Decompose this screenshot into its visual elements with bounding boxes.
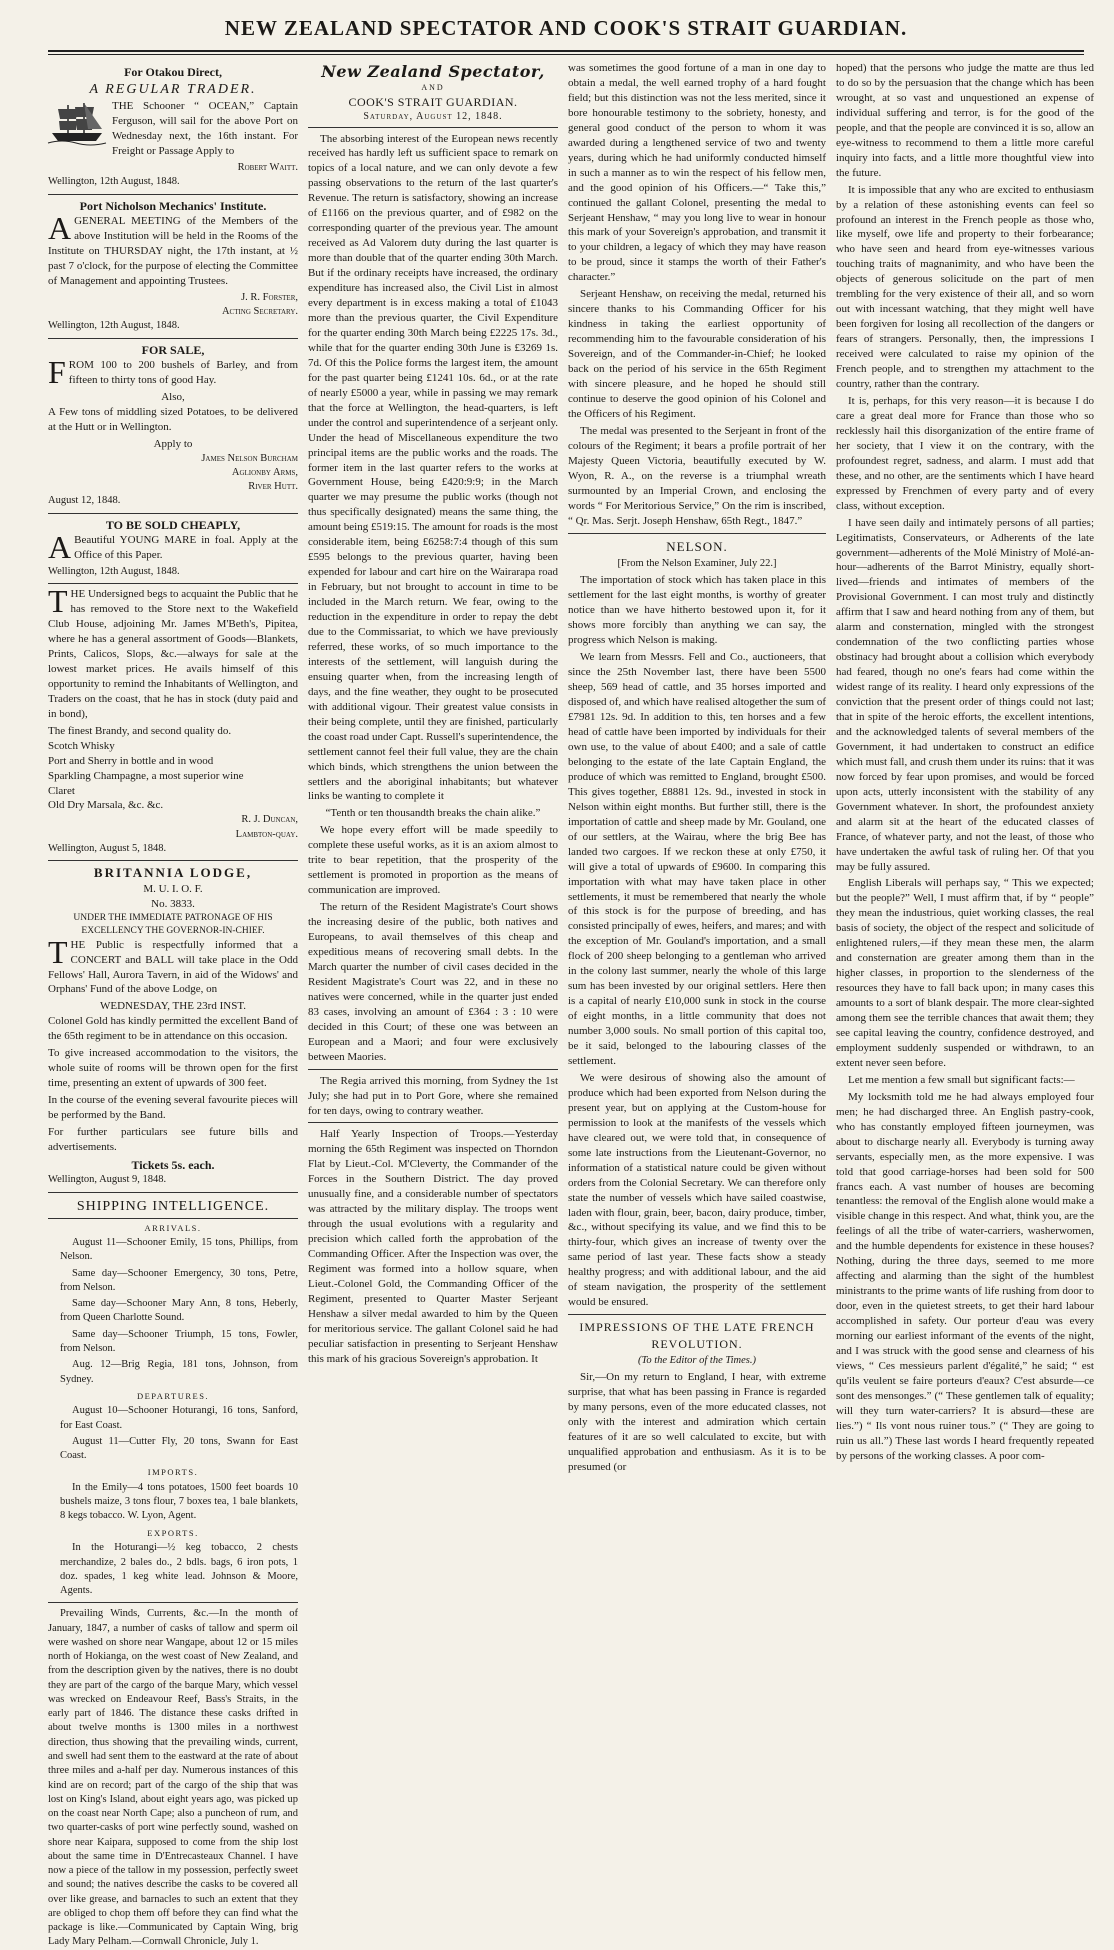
- paper-subtitle: COOK'S STRAIT GUARDIAN.: [348, 94, 518, 109]
- ad-text-5: For further particulars see future bills and advertisements.: [48, 1126, 298, 1154]
- ad-text: FROM 100 to 200 bushels of Barley, and from fifteen to thirty tons of good Hay.: [48, 353, 298, 390]
- ad-item: Claret: [48, 784, 75, 797]
- ad-item: Scotch Whisky: [48, 739, 115, 752]
- exports-entry: In the Hoturangi—½ keg tobacco, 2 chests merchandize, 2 bales do., 2 bdls. bags, 6 iron pots, 1 doz. spades, 1 keg white lead. Johnson & Moore, Agents.: [60, 1542, 298, 1597]
- ad-text-2: A Few tons of middling sized Potatoes, to be delivered at the Hutt or in Wellington.: [48, 405, 298, 433]
- exports-heading: EXPORTS.: [147, 1527, 199, 1538]
- editorial-paragraph: We hope every effort will be made speedily to complete these useful works, as it is an axiom almost to trite to bear repetition, that the prosperity of the settlement is promoted in proportion as the means of communication are improved.: [308, 824, 558, 897]
- ad-date: August 12, 1848.: [48, 495, 121, 507]
- arrival-entry: Same day—Schooner Emergency, 30 tons, Petre, from Nelson.: [60, 1267, 298, 1293]
- masthead: NEW ZEALAND SPECTATOR AND COOK'S STRAIT GUARDIAN.: [224, 16, 908, 40]
- masthead-rule-thin: [48, 54, 1084, 55]
- ad-title: Port Nicholson Mechanics' Institute.: [79, 198, 267, 213]
- ad-date: Wellington, 12th August, 1848.: [48, 176, 180, 188]
- column-1: [48, 61, 298, 1948]
- nelson-paragraph: The importation of stock which has taken place in this settlement for the last eight months, is worthy of greater notice than we have hitherto bestowed upon it, for it shows more forcibly than anything we can say, the progress which Nelson is making.: [568, 574, 826, 647]
- ad-mare: [48, 514, 298, 584]
- ad-duncan: [48, 584, 298, 861]
- shipping-intelligence: [48, 1193, 298, 1950]
- ad-event-day: WEDNESDAY, THE 23rd INST.: [100, 1000, 246, 1013]
- departure-entry: August 10—Schooner Hoturangi, 16 tons, Sanford, for East Coast.: [60, 1405, 298, 1431]
- article-paragraph: The medal was presented to the Serjeant in front of the colours of the Regiment; it bears a profile portrait of her Majesty Queen Victoria, beautifully executed by W. Wyon, R. A., on the reverse is a triumphal wreath surmounted by an Imperial Crown, and enclosing the words “ For Meritorious Service,” On the rim is inscribed, “ Qr. Mas. Serjt. Joseph Henshaw, 65th Regt., 1847.”: [568, 424, 826, 527]
- arrival-entry: Same day—Schooner Triumph, 15 tons, Fowler, from Nelson.: [60, 1328, 298, 1354]
- article-paragraph: Serjeant Henshaw, on receiving the medal, returned his sincere thanks to his Commanding Officer for his kindness in taking the earliest opportunity of recommending him to the favourable consideration of his Sovereign, and of the Commander-in-Chief; he looked back on the period of his service in the 65th Regiment with sincere pleasure, and he hoped he should still continue to deserve the good opinion of his Colonel and the Officers of his Regiment.: [568, 288, 826, 420]
- ad-date: Wellington, August 9, 1848.: [48, 1174, 167, 1186]
- column-3: [568, 61, 826, 1701]
- article-paragraph: English Liberals will perhaps say, “ This we expected; but the people?” Well, I must affirm that, if by “ people” they mean the industrious, quiet working classes, the real basis of society, the object of the respect and solicitude of enlightened rulers,—if they mean these men, the alarm and consternation are greater among them than in the higher classes, in proportion to the slenderness of the resources they have to fall back upon; in many cases this amounts to a sort of blank despair. The more clear-sighted among them see the terrible chances that await them; they see capital leaving the country, confidence destroyed, and employment suddenly suspended or withdrawn, to an extent never seen before.: [836, 877, 1094, 1069]
- sailing-ship-icon: [48, 99, 106, 145]
- french-revolution-heading: IMPRESSIONS OF THE LATE FRENCH REVOLUTION.: [579, 1320, 815, 1351]
- nelson-paragraph: We learn from Messrs. Fell and Co., auctioneers, that since the 25th November last, there have been 5500 sheep, 569 head of cattle, and 35 horses imported and disposed of, and which have realised altogether the sum of £7981 12s. 9d. In addition to this, ten horses and a few head of cattle have been imported by individuals for their own use, to the value of about £400; and a sale of cattle belonging to the estate of the late Captain England, the produce of which was remitted to England, brought £500. This gives together, £8881 12s. 9d., invested in stock in Nelson within eight months. But further still, there is the importation of cattle and sheep made by Mr. Gouland, one of our settlers, at the Wairau, where the brig Bee has landed two cargoes. If we reckon these at only £750, it will give a total of upwards of £9600. In comparing this importation with what may have taken place in other settlements, it must be remembered that nearly the whole of this stock is for the purpose of breeding, and has consisted principally of ewes, heifers, and mares; and with the exception of Mr. Gouland's importation, and a small flock of 200 sheep belonging to a gentleman who arrived in the colony last summer, nearly the whole of this large sum has been invested by our original settlers. Here then is a capital of nearly £10,000 sunk in stock in the course of eight months, in a little community that does not number 3,000 souls. No small portion of this capital too, be it said, belonged to the labouring classes of the settlement.: [568, 651, 826, 1067]
- imports-heading: IMPORTS.: [147, 1467, 199, 1478]
- imports-entry: In the Emily—4 tons potatoes, 1500 feet boards 10 bushels maize, 3 tons flour, 7 boxes tea, 1 bale blankets, 8 kegs tobacco. W. Lyon, Agent.: [60, 1481, 298, 1522]
- nelson-paragraph: We were desirous of showing also the amount of produce which had been exported from Nelson during the present year, but on applying at the Custom-house for permission to look at the manifests of the vessels which have cleared out, we were told that, in consequence of some late instructions from the Lieutenant-Governor, no information of a statistical nature could be given without orders from the Colonial Secretary. We can therefore only state the number of vessels which have sailed coastwise, laden with flour, grain, beer, bacon, dairy produce, timber, &c., without specifying its value, and we find this to be thirty-four, which gives an increase of twenty over the same period of last year. These facts show a steady healthy progress; and with additional labour, and the aid of steam navigation, the prosperity of the settlement would be ensured.: [568, 1071, 826, 1309]
- ad-text-3: To give increased accommodation to the visitors, the whole suite of rooms will be thrown open for the first time, presenting an extent of upwards of 300 feet.: [48, 1047, 298, 1090]
- arrival-entry: Aug. 12—Brig Regia, 181 tons, Johnson, from Sydney.: [60, 1359, 298, 1385]
- ad-subtitle: A REGULAR TRADER.: [89, 82, 257, 98]
- dateline: Saturday, August 12, 1848.: [308, 110, 558, 128]
- article-paragraph: Let me mention a few small but significant facts:—: [848, 1073, 1075, 1086]
- ad-text: ABeautiful YOUNG MARE in foal. Apply at the Office of this Paper.: [48, 528, 298, 565]
- ad-also: Also,: [161, 390, 185, 403]
- editorial-paragraph: The absorbing interest of the European news recently received has hardly left us sufficient space to remark on topics of a local nature, and we can only devote a few passing observations to the return of the last quarter's Revenue. The return is satisfactory, showing an increase of £1166 on the previous quarter, and of £982 on the corresponding quarter of the previous year. The amount received as Ad Valorem duty during the last quarter is more than double that of the quarter ending 30th March. But if the ordinary receipts have increased, the ordinary expenditure has increased also, the Civil List in almost every department is in excess making a total of £1043 more than the previous quarter, the Civil Expenditure for the quarter ending 30th March being £2225 17s. 3d., while that for the quarter ending 30th June is £3269 1s. 7d. Of this the Police forms the largest item, the amount for the past quarter being £1241 10s. 6d., or at the rate of nearly £5000 a year, while in passing we may remark that the force at Wellington, the head-quarters, is left under the control and superintendence of a serjeant only. Under the head of Miscellaneous expenditure the two principal items are the public works and the roads. The former item in the last quarter refers to the works at Government House, being £420:9:9; in the March quarter we may presume the public works (though not thus specifically designated) means the same thing, the amount being £519:15. The amount for roads is the most considerable item, being £6258:7:4 though of this sum £595 belongs to the previous quarter, having been expended for labour and cart hire on the Wairarapa road in February, but not brought to account in time to be included in the March return. We fear, owing to the reduction in the expenditure in order to repay the debt due to the Commissariat, to which we have previously referred, these works, of so much importance to the interests of the settlement, will languish during the ensuing quarter when, from the increasing length of days, and the fine weather, they ought to be prosecuted with additional vigour. Their greatest value consists in their being complete, until they are finished, particularly the coast road under Capt. Russell's superintendence, the settlement cannot feel their full value, they are the chain which binds, which strengthens the union between the settlers and the aboriginal inhabitants; but whatever links be wanting to complete it: [308, 132, 558, 803]
- ad-patronage: UNDER THE IMMEDIATE PATRONAGE OF HIS EXCELLENCY THE GOVERNOR-IN-CHIEF.: [73, 912, 273, 936]
- ad-otakou: [48, 61, 298, 195]
- news-paragraph: The Regia arrived this morning, from Sydney the 1st July; she had put in to Port Gore, where she remained for ten days, owing to contrary weather.: [308, 1074, 558, 1117]
- ad-signature-place-2: River Hutt.: [248, 481, 298, 493]
- ad-for-sale: [48, 339, 298, 514]
- departure-entry: August 11—Cutter Fly, 20 tons, Swann for East Coast.: [60, 1435, 298, 1462]
- ad-title: BRITANNIA LODGE,: [93, 865, 253, 881]
- nelson-source: [From the Nelson Examiner, July 22.]: [617, 558, 777, 570]
- ad-lodge-number: No. 3833.: [151, 897, 195, 910]
- ad-text: THE Undersigned begs to acquaint the Public that he has removed to the Store next to the Wakefield Club House, adjoining Mr. James M'Beth's, Pipitea, where he has a general assortment of Goods—Blankets, Prints, Calicos, Slops, &c.—always for sale at the lowest market prices. He avails himself of this opportunity to remind the Inhabitants of Wellington, and Traders on the coast, that he has in stock (duty paid and in bond),: [48, 583, 298, 720]
- article-paragraph: hoped) that the persons who judge the matte are thus led to do so by the persuasion that the change which has been wrought, at so vast and unquestioned an expense of individual suffering and terror, is for the good of the people, and that the people are convinced it is so, allow an eye-witness to recommend to them a little more careful inquiry into facts, and a little more thoughtful view into the future.: [836, 62, 1094, 179]
- masthead-rule: [48, 50, 1084, 52]
- section-heading: SHIPPING INTELLIGENCE.: [48, 1193, 298, 1219]
- ad-signature-place: Aglionby Arms,: [231, 466, 298, 478]
- ad-text-4: In the course of the evening several favourite pieces will be performed by the Band.: [48, 1094, 298, 1122]
- ad-signature: R. J. Duncan,: [241, 814, 298, 826]
- ad-item: Old Dry Marsala, &c. &c.: [48, 799, 164, 812]
- french-revolution-paragraph: Sir,—On my return to England, I hear, with extreme surprise, that what has been passing in France is regarded by many persons, even of the more educated classes, not only with the interest and admiration which certain features of it are so well calculated to excite, but with unqualified approbation and enthusiasm. As it is to be presumed (or: [568, 1371, 826, 1473]
- article-paragraph: It is impossible that any who are excited to enthusiasm by a relation of these astonishing events can feel so profound an interest in the French people as those who, like myself, owe life and property to their forbearance; who have seen and heard from eye-witnesses various touching traits of magnanimity, and who have been the objects of generous solicitude on the part of men trembling for the very existence of their all, and so worn out with incessant watching, that they might well have been forgiven for losing all recollection of the dangers or fears of strangers. Personally, then, the impressions I received were calculated to raise my opinion of the French people, and to strengthen my attachment to the country, rather than the contrary.: [836, 183, 1094, 391]
- ad-tickets: Tickets 5s. each.: [131, 1157, 215, 1172]
- ad-title: FOR SALE,: [141, 342, 205, 357]
- paper-title: New Zealand Spectator,: [321, 62, 545, 81]
- ad-text: THE Public is respectfully informed that a CONCERT and BALL will take place in the Odd Fellows' Hall, Aurora Tavern, in aid of the Widows' and Orphans' Fund of the above Lodge, on: [48, 933, 298, 996]
- prevailing-winds-article: Prevailing Winds, Currents, &c.—In the month of January, 1847, a number of casks of tallow and sperm oil were washed on shore near Wangape, about 12 or 15 miles north of Hokianga, on the west coast of New Zealand, and from the description given by the natives, there is no doubt they are part of the cargo of the barque Mary, which vessel was wrecked on Endeavour Reef, Bass's Straits, in the early part of 1846. The distance these casks drifted in about twelve months is 1300 miles in a northwest direction, thus showing that the prevailing winds, current, and swell had sent them to the eastward at the rate of about three miles and a-half per day. Numerous instances of this kind are on record; part of the cargo of the ship that was lost on King's Island, about eight years ago, was picked up on the coast near North Cape; also a puncheon of rum, and two quarter-casks of port wine perfectly sound, washed on shore near Kaipara, supposed to come from the ship lost about the same time in D'Entrecasteaux Channel. I have now a piece of the tallow in my possession, perfectly sweet and sound; the natives describe the casks to be covered all over like grease, and barnacles to such an extent that they are obliged to chop them off before they can find what the package is like.—Communicated by Captain Wing, brig Lady Mary Pelham.—Cornwall Chronicle, July 1.: [48, 1608, 298, 1948]
- ad-date: Wellington, 12th August, 1848.: [48, 565, 180, 577]
- ad-item: Port and Sherry in bottle and in wood: [48, 754, 214, 767]
- nelson-heading: NELSON.: [666, 538, 728, 554]
- ad-britannia-lodge: [48, 861, 298, 1192]
- arrival-entry: Same day—Schooner Mary Ann, 8 tons, Heberly, from Queen Charlotte Sound.: [60, 1298, 298, 1324]
- ad-signature: James Nelson Burcham: [201, 452, 298, 464]
- ad-signature-place: Lambton-quay.: [235, 828, 298, 840]
- paper-title-and: AND: [421, 82, 445, 92]
- ad-text: AGENERAL MEETING of the Members of the above Institution will be held in the Rooms of the Institute on THURSDAY night, the 17th instant, at ½ past 7 o'clock, for the purpose of electing the Committee of Management and appointing Trustees.: [48, 210, 298, 287]
- ad-item: The finest Brandy, and second quality do.: [48, 724, 232, 737]
- ad-signature: J. R. Forster,: [241, 291, 298, 303]
- editorial-quote: “Tenth or ten thousandth breaks the chain alike.”: [325, 807, 541, 820]
- article-paragraph: My locksmith told me he had always employed four men; he had discharged three. An English pastry-cook, who has constantly employed fifteen journeymen, was about to discharge nearly all. Everybody is turning away servants, especially men, as the more expensive. I was told that good carriage-horses had been sold for 500 francs each. A vast number of houses are becoming tenantless: the removal of the English alone would make a visible change in this respect. And what, think you, are the feelings of all the tribe of water-carriers, washerwomen, and the humble dependents for existence in these houses? Nothing, during the three days, seemed to me more affecting and alarming than the sight of the humblest ministrants to the prime wants of life rushing from door to door, even in the quietest streets, to get their hard labour accomplished in safety. Our porteur d'eau was every morning our earliest informant of the events of the night, and I was struck with the good sense and clearness of his views, “ Ces messieurs parlent d'égalité,” he said; “ est qu'ils veulent se faire porteurs d'eaux? C'est absurde—ce sont des mensonges.” (“ These gentlemen talk of equality; will they turn water-carriers? It is absurd—these are lies.”) “ Ils vont nous ruiner tous.” (“ They are going to ruin us all.”) These last words I heard frequently repeated by persons of the working classes. A poor com-: [836, 1090, 1094, 1462]
- ad-apply: Apply to: [153, 437, 193, 450]
- french-revolution-source: (To the Editor of the Times.): [637, 1354, 757, 1366]
- column-2: [308, 61, 558, 1701]
- ad-item: Sparkling Champagne, a most superior wine: [48, 769, 244, 782]
- ad-title: TO BE SOLD CHEAPLY,: [105, 517, 241, 532]
- ad-signature-role: Acting Secretary.: [221, 306, 298, 318]
- ad-signature: Robert Waitt.: [237, 162, 298, 174]
- article-paragraph: It is, perhaps, for this very reason—it is because I do care a great deal more for France than those who so recklessly hail this disorganization of the entire frame of her society, that I view it on the contrary, with the profoundest regret, sadness, and alarm. I must add that these, and no other, are the sentiments which I have heard expressed by Frenchmen of every party and of every class, without exception.: [836, 394, 1094, 512]
- ad-date: Wellington, 12th August, 1848.: [48, 320, 180, 332]
- ad-order: M. U. I. O. F.: [143, 882, 203, 895]
- arrival-entry: August 11—Schooner Emily, 15 tons, Phillips, from Nelson.: [60, 1237, 298, 1263]
- editorial-paragraph: The return of the Resident Magistrate's Court shows the increasing desire of the public, both natives and Europeans, to avail themselves of this cheap and expeditious means of recovering small debts. In the March quarter the number of civil cases decided in the Resident Magistrate's Court was 22, and in these no natives were concerned, while in the quarter just ended 83 cases, involving an amount of £364 : 3 : 10 were decided in this Court; of these one was between an European and a Maori; and four were exclusively between Maories.: [308, 901, 558, 1063]
- ad-text-2: Colonel Gold has kindly permitted the excellent Band of the 65th regiment to be in attendance on this occasion.: [48, 1015, 298, 1043]
- article-paragraph: was sometimes the good fortune of a man in one day to obtain a medal, the well earned trophy of a hard fought field; but this distinction was not the less merited, since it bore honourable testimony to the sobriety, honesty, and general good conduct of the person to whom it was awarded during a lengthened service of two and twenty years, during which he had uniformly conducted himself in such a manner as to win the respect of his fellow men, and the good opinion of his Officers.—“ Take this,” continued the gallant Colonel, presenting the medal to Serjeant Henshaw, “ may you long live to wear in honour this mark of your Sovereign's approbation, and transmit it to your children, a legacy of which they may have reason to be proud, since it stamps the worth of their Father's character.”: [568, 62, 826, 284]
- arrivals-heading: ARRIVALS.: [144, 1222, 202, 1233]
- ad-text: THE Schooner “ OCEAN,” Captain Ferguson, will sail for the above Port on Wednesday next, the 16th instant. For Freight or Passage Apply to: [112, 100, 298, 158]
- column-4: [836, 61, 1094, 1701]
- news-paragraph: Half Yearly Inspection of Troops.—Yesterday morning the 65th Regiment was inspected on Thorndon Flat by Lieut.-Col. M'Cleverty, the Commander of the Forces in the Southern District. The day proved unusually fine, and a considerable number of spectators was attracted by the military display. The troops went through the usual evolutions with a regularity and precision which called forth the approbation of the Commanding Officer. After the Inspection was over, the Regiment was formed into a hollow square, when Lieut.-Colonel Gold, the Commanding Officer of the Regiment, presented to Quarter Master Serjeant Henshaw a silver medal awarded to him by the Queen for meritorious service. The gallant Colonel said he had peculiar satisfaction in presenting to Serjeant Henshaw this mark of his gracious Sovereign's approbation. It: [308, 1128, 558, 1365]
- ad-date: Wellington, August 5, 1848.: [48, 842, 167, 854]
- departures-heading: DEPARTURES.: [136, 1390, 210, 1401]
- ad-mechanics-institute: [48, 195, 298, 339]
- columns: [48, 61, 1094, 1948]
- article-paragraph: I have seen daily and intimately persons of all parties; Legitimatists, Conservateurs, or Adherents of the late government—adherents of the Molé Ministry of Molé-an-hour—adherents of the Barrot Ministry, equally short-lived—friends and intimates of members of the Provisional Government. I can most truly and distinctly affirm that I saw and heard nothing from any of them, but alarm and consternation, mingled with the strongest condemnation of the two conflicting parties whose obstinacy had brought about a collision which everybody had feared, though no one's fears had come within the widest range of its reality. I heard only expressions of the conviction that the present order of things could not last; that in spite of the heroic efforts, the excellent intentions, and the acknowledged talents of several members of the Government, it had undertaken to construct an edifice which must fall, and crush them under its ruins: that it was now forced by fear upon promises, and would be forced upon acts, utterly inconsistent with the stability of any Government whatever. In short, the profoundest anxiety and alarm sit at the heart of the educated classes of France, of whatever party, and not the least, of those who have undertaken the awful task of ruling her. Of that you may be fully assured.: [836, 516, 1094, 873]
- ad-title: For Otakou Direct,: [124, 65, 222, 79]
